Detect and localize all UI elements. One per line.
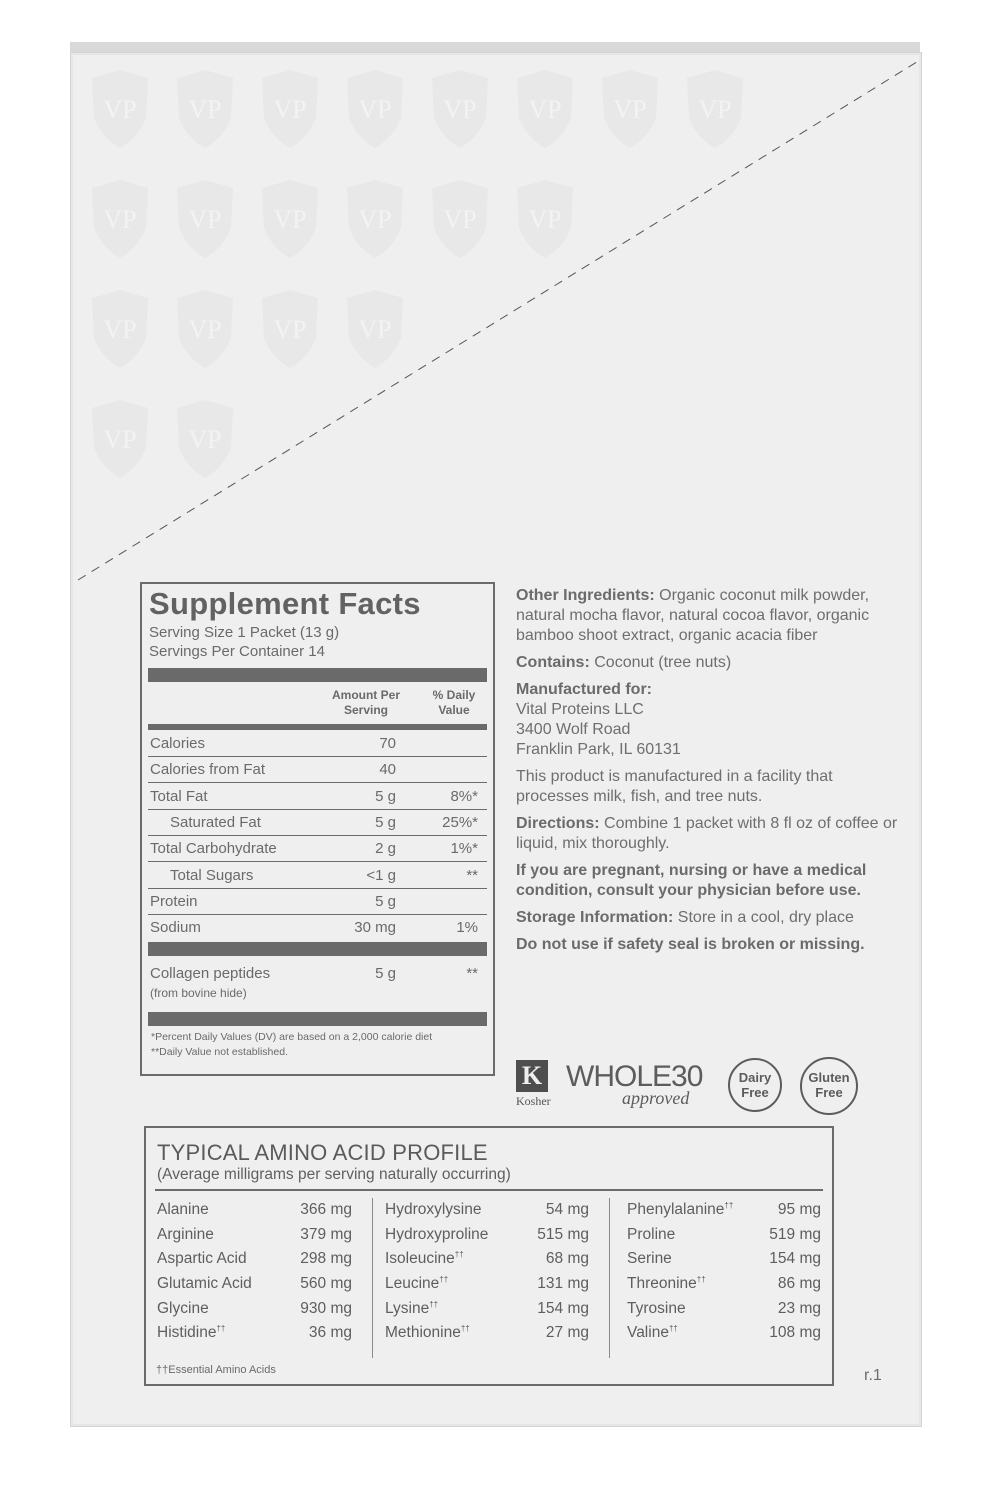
- essential-mark: ††: [696, 1275, 706, 1285]
- nutrient-row: [148, 809, 487, 836]
- essential-mark: ††: [429, 1299, 439, 1309]
- thick-rule-3: [148, 1012, 487, 1026]
- amino-acid-name: Hydroxyproline: [385, 1225, 489, 1243]
- nutrient-amount: 5 g: [375, 892, 396, 910]
- nutrient-dv: 8%*: [450, 787, 478, 805]
- amino-acid-profile: [144, 1126, 834, 1386]
- other-ingredients: Other Ingredients: Organic coconut milk powder, natural mocha flavor, natural cocoa flavor, organic bamboo shoot extract, organic acacia fiber: [516, 587, 870, 644]
- amino-acid-row: [385, 1321, 589, 1346]
- vp-watermark-text: VP: [273, 205, 307, 234]
- facility-statement: This product is manufactured in a facility that processes milk, fish, and tree nuts.: [516, 768, 833, 805]
- storage-information: Storage Information: Store in a cool, dry place: [516, 909, 854, 926]
- safety-seal-warning: Do not use if safety seal is broken or missing.: [516, 936, 865, 953]
- footnote-dv: *Percent Daily Values (DV) are based on a 2,000 calorie diet: [151, 1031, 433, 1043]
- amino-acid-row: [627, 1198, 821, 1223]
- nutrient-row: [148, 730, 487, 757]
- amino-acid-name: Isoleucine††: [385, 1250, 464, 1268]
- amino-acid-name: Glycine: [157, 1299, 209, 1317]
- amino-acid-value: 36 mg: [308, 1324, 352, 1342]
- vp-watermark-text: VP: [103, 95, 137, 124]
- nutrient-amount: 5 g: [375, 787, 396, 805]
- amino-acid-row: [385, 1223, 589, 1248]
- nutrient-row: [148, 914, 487, 940]
- vp-watermark-text: VP: [443, 205, 477, 234]
- vp-watermark-text: VP: [528, 95, 562, 124]
- nutrient-dv: 1%: [456, 919, 478, 937]
- vp-watermark-text: VP: [103, 205, 137, 234]
- amino-title: TYPICAL AMINO ACID PROFILE: [157, 1140, 488, 1165]
- column-divider: [372, 1198, 373, 1358]
- collagen-amount: 5 g: [375, 965, 396, 982]
- essential-mark: ††: [216, 1324, 226, 1334]
- amino-acid-value: 560 mg: [300, 1275, 352, 1293]
- contains: Contains: Coconut (tree nuts): [516, 654, 732, 671]
- essential-mark: ††: [724, 1201, 734, 1210]
- thick-rule: [148, 668, 487, 682]
- nutrient-row: [148, 756, 487, 783]
- amino-acid-name: Proline: [627, 1225, 676, 1243]
- amino-acid-name: Threonine††: [627, 1275, 706, 1293]
- serving-size: Serving Size 1 Packet (13 g): [149, 624, 340, 641]
- supplement-facts-title: Supplement Facts: [149, 586, 421, 621]
- amino-acid-value: 68 mg: [545, 1250, 589, 1268]
- vp-watermark-text: VP: [613, 95, 647, 124]
- collagen-row: [148, 960, 487, 1006]
- directions: Directions: Combine 1 packet with 8 fl oz of coffee or liquid, mix thoroughly.: [516, 815, 898, 852]
- amino-acid-value: 298 mg: [300, 1250, 352, 1268]
- vp-watermark-text: VP: [103, 315, 137, 344]
- certification-logos: [516, 1058, 876, 1114]
- amount-per-serving-header: Amount Per Serving: [331, 688, 400, 717]
- amino-acid-value: 95 mg: [777, 1201, 821, 1218]
- vp-watermark-text: VP: [188, 425, 222, 454]
- amino-acid-value: 154 mg: [537, 1299, 589, 1317]
- amino-acid-row: [627, 1272, 821, 1297]
- essential-mark: ††: [460, 1324, 470, 1334]
- amino-acid-row: [157, 1198, 352, 1223]
- essential-footnote: ††Essential Amino Acids: [156, 1364, 276, 1376]
- supplement-facts-panel: [140, 582, 495, 1076]
- amino-acid-value: 86 mg: [777, 1275, 821, 1293]
- vp-watermark-text: VP: [188, 205, 222, 234]
- amino-acid-name: Tyrosine: [627, 1299, 686, 1317]
- amino-acid-value: 23 mg: [777, 1299, 821, 1317]
- amino-acid-value: 930 mg: [300, 1299, 352, 1317]
- vp-watermark-text: VP: [358, 95, 392, 124]
- nutrient-dv: **: [466, 866, 478, 884]
- amino-acid-name: Aspartic Acid: [157, 1250, 247, 1268]
- amino-column-3: [627, 1198, 821, 1346]
- amino-acid-value: 379 mg: [300, 1225, 352, 1243]
- amino-subtitle: (Average milligrams per serving naturally occurring): [157, 1166, 511, 1183]
- amino-acid-row: [627, 1321, 821, 1346]
- amino-acid-row: [385, 1198, 589, 1223]
- nutrient-label: Protein: [150, 892, 198, 910]
- amino-acid-name: Glutamic Acid: [157, 1275, 252, 1293]
- nutrient-amount: 70: [379, 735, 396, 752]
- vp-watermark-text: VP: [103, 425, 137, 454]
- amino-rule: [155, 1189, 823, 1191]
- thick-rule-2: [148, 942, 487, 956]
- amino-acid-name: Alanine: [157, 1201, 209, 1218]
- nutrient-row: [148, 888, 487, 915]
- amino-acid-value: 154 mg: [769, 1250, 821, 1268]
- amino-acid-name: Valine††: [627, 1324, 678, 1342]
- amino-acid-name: Hydroxylysine: [385, 1201, 482, 1218]
- essential-mark: ††: [454, 1250, 464, 1260]
- kosher-logo: K: [516, 1060, 548, 1092]
- amino-acid-row: [157, 1272, 352, 1297]
- amino-acid-row: [627, 1223, 821, 1248]
- vp-watermark-text: VP: [443, 95, 477, 124]
- amino-acid-row: [627, 1247, 821, 1272]
- nutrient-amount: 2 g: [375, 840, 396, 858]
- vp-watermark-text: VP: [273, 95, 307, 124]
- essential-mark: ††: [668, 1324, 678, 1334]
- amino-acid-value: 27 mg: [545, 1324, 589, 1342]
- dairy-free-badge: Dairy Free: [728, 1058, 782, 1112]
- pregnancy-warning: If you are pregnant, nursing or have a medical condition, consult your physician before use.: [516, 862, 867, 899]
- nutrient-label: Calories from Fat: [150, 761, 266, 779]
- kosher-label: Kosher: [516, 1094, 551, 1108]
- amino-acid-name: Serine: [627, 1250, 672, 1268]
- vp-watermark-text: VP: [188, 95, 222, 124]
- vp-watermark-text: VP: [528, 205, 562, 234]
- amino-column-2: [385, 1198, 589, 1346]
- collagen-sublabel: (from bovine hide): [150, 986, 247, 1000]
- amino-acid-name: Phenylalanine††: [627, 1201, 734, 1219]
- nutrient-dv: 25%*: [442, 813, 478, 831]
- nutrient-label: Total Sugars: [170, 866, 254, 884]
- servings-per-container: Servings Per Container 14: [149, 643, 325, 660]
- product-info: [516, 586, 906, 962]
- amino-acid-row: [157, 1321, 352, 1346]
- nutrient-label: Total Carbohydrate: [150, 840, 277, 858]
- column-divider: [609, 1198, 610, 1358]
- amino-acid-value: 515 mg: [537, 1225, 589, 1243]
- amino-acid-row: [157, 1223, 352, 1248]
- amino-acid-value: 366 mg: [300, 1201, 352, 1218]
- nutrient-row: [148, 783, 487, 810]
- vp-watermark-text: VP: [358, 315, 392, 344]
- revision-code: r.1: [864, 1367, 882, 1384]
- collagen-label: Collagen peptides: [150, 965, 271, 982]
- amino-acid-name: Arginine: [157, 1225, 214, 1243]
- amino-acid-row: [385, 1297, 589, 1322]
- vp-watermark-text: VP: [273, 315, 307, 344]
- nutrient-amount: 40: [379, 761, 396, 779]
- amino-acid-value: 108 mg: [769, 1324, 821, 1342]
- amino-acid-name: Histidine††: [157, 1324, 226, 1342]
- collagen-dv: **: [466, 965, 478, 982]
- nutrient-label: Sodium: [150, 919, 201, 937]
- daily-value-header: % Daily Value: [432, 688, 476, 717]
- amino-column-1: [157, 1198, 352, 1346]
- amino-acid-value: 131 mg: [537, 1275, 589, 1293]
- amino-acid-value: 519 mg: [769, 1225, 821, 1243]
- amino-acid-row: [627, 1297, 821, 1322]
- nutrient-dv: 1%*: [450, 840, 478, 858]
- nutrient-amount: 5 g: [375, 813, 396, 831]
- vp-watermark-text: VP: [188, 315, 222, 344]
- amino-acid-value: 54 mg: [545, 1201, 589, 1218]
- vp-watermark-text: VP: [358, 205, 392, 234]
- vp-watermark-text: VP: [698, 95, 732, 124]
- amino-acid-row: [385, 1272, 589, 1297]
- whole30-logo: WHOLE30: [566, 1060, 703, 1093]
- amino-acid-row: [385, 1247, 589, 1272]
- nutrient-label: Total Fat: [150, 787, 208, 805]
- nutrient-row: [148, 862, 487, 889]
- gluten-free-badge: Gluten Free: [800, 1057, 858, 1115]
- amino-acid-name: Leucine††: [385, 1275, 449, 1293]
- amino-acid-row: [157, 1247, 352, 1272]
- nutrient-row: [148, 835, 487, 862]
- nutrient-label: Calories: [150, 735, 206, 752]
- manufacturer: Manufactured for: Vital Proteins LLC 3400 Wolf Road Franklin Park, IL 60131: [516, 681, 681, 758]
- amino-acid-row: [157, 1297, 352, 1322]
- whole30-approved: approved: [622, 1088, 690, 1108]
- nutrient-amount: <1 g: [366, 866, 396, 884]
- nutrient-label: Saturated Fat: [170, 813, 261, 831]
- essential-mark: ††: [439, 1275, 449, 1285]
- nutrient-amount: 30 mg: [354, 919, 396, 937]
- amino-acid-name: Lysine††: [385, 1299, 439, 1317]
- footnote-not-established: **Daily Value not established.: [151, 1046, 288, 1058]
- amino-acid-name: Methionine††: [385, 1324, 470, 1342]
